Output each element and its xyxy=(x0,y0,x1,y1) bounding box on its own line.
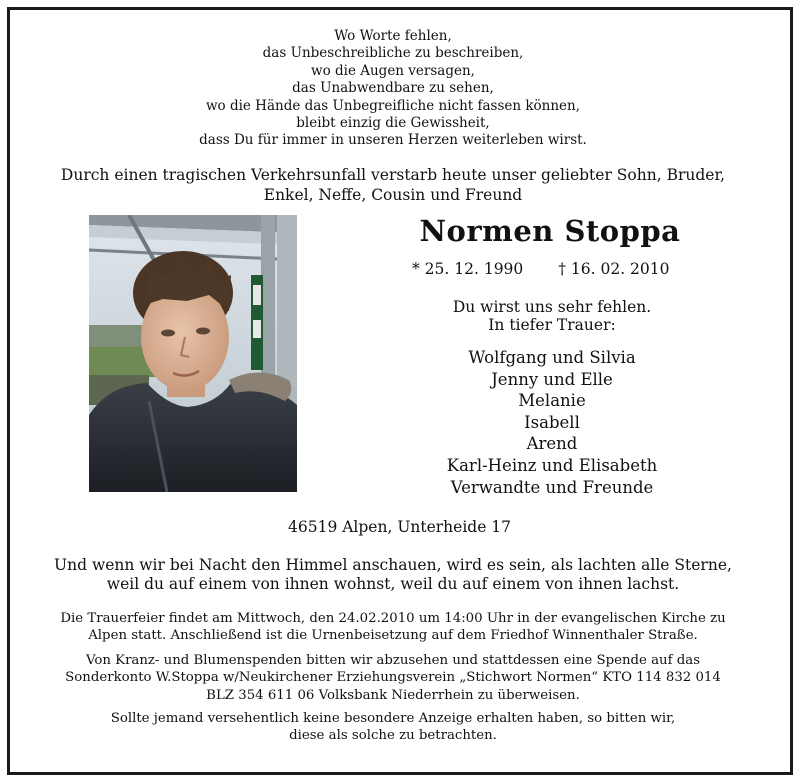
closing-quote xyxy=(0,556,786,593)
info-line: Die Trauerfeier findet am Mittwoch, den 24.02.2010 um 14:00 Uhr in der evangelischen Kirche zu xyxy=(60,611,726,626)
funeral-service-info xyxy=(0,610,786,645)
mourner-entry: Wolfgang und Silvia xyxy=(468,348,636,367)
mourners-list xyxy=(392,347,712,498)
poem-line: dass Du für immer in unseren Herzen weiterleben wirst. xyxy=(199,132,587,149)
poem xyxy=(0,28,786,150)
intro-line: Durch einen tragischen Verkehrsunfall verstarb heute unser geliebter Sohn, Bruder, xyxy=(60,166,726,184)
mourner-entry: Isabell xyxy=(524,412,580,432)
farewell-message xyxy=(392,298,712,334)
life-dates xyxy=(412,260,670,278)
poem-line: Wo Worte fehlen, xyxy=(334,28,452,44)
notice-info xyxy=(0,710,786,745)
info-line: BLZ 354 611 06 Volksbank Niederrhein zu überweisen. xyxy=(206,687,580,703)
poem-line: bleibt einzig die Gewissheit, xyxy=(296,115,490,132)
info-line: Alpen statt. Anschließend ist die Urnenbeisetzung auf dem Friedhof Winnenthaler Straße. xyxy=(88,628,698,644)
intro-line: Enkel, Neffe, Cousin und Freund xyxy=(263,186,523,204)
info-line: Von Kranz- und Blumenspenden bitten wir abzusehen und stattdessen eine Spende auf das xyxy=(85,653,701,668)
portrait-photo-illustration xyxy=(89,215,297,492)
mourner-entry: Jenny und Elle xyxy=(491,369,613,389)
death-date: † 16. 02. 2010 xyxy=(558,260,670,278)
info-line: diese als solche zu betrachten. xyxy=(289,728,497,744)
poem-line: wo die Augen versagen, xyxy=(311,62,475,79)
poem-line: das Unabwendbare zu sehen, xyxy=(292,80,494,97)
portrait-photo xyxy=(89,215,297,492)
mourner-entry: Melanie xyxy=(518,391,586,411)
poem-line: wo die Hände das Unbegreifliche nicht fassen können, xyxy=(205,97,581,114)
family-address: 46519 Alpen, Unterheide 17 xyxy=(288,518,512,536)
mourner-entry: Verwandte und Freunde xyxy=(450,477,654,497)
donation-info xyxy=(0,652,786,704)
quote-line: Und wenn wir bei Nacht den Himmel anschauen, wird es sein, als lachten alle Sterne, xyxy=(54,556,732,574)
message-line: Du wirst uns sehr fehlen. xyxy=(452,298,652,316)
deceased-name: Normen Stoppa xyxy=(419,214,681,248)
message-line: In tiefer Trauer: xyxy=(488,316,616,334)
mourner-entry: Karl-Heinz und Elisabeth xyxy=(446,455,658,475)
quote-line: weil du auf einem von ihnen wohnst, weil du auf einem von ihnen lachst. xyxy=(106,574,680,593)
info-line: Sonderkonto W.Stoppa w/Neukirchener Erziehungsverein „Stichwort Normen“ KTO 114 832 014 xyxy=(65,670,721,686)
birth-date: * 25. 12. 1990 xyxy=(412,260,524,278)
mourner-entry: Arend xyxy=(526,434,578,454)
intro-text xyxy=(0,165,786,205)
info-line: Sollte jemand versehentlich keine besondere Anzeige erhalten haben, so bitten wir, xyxy=(110,711,676,726)
poem-line: das Unbeschreibliche zu beschreiben, xyxy=(262,45,524,62)
